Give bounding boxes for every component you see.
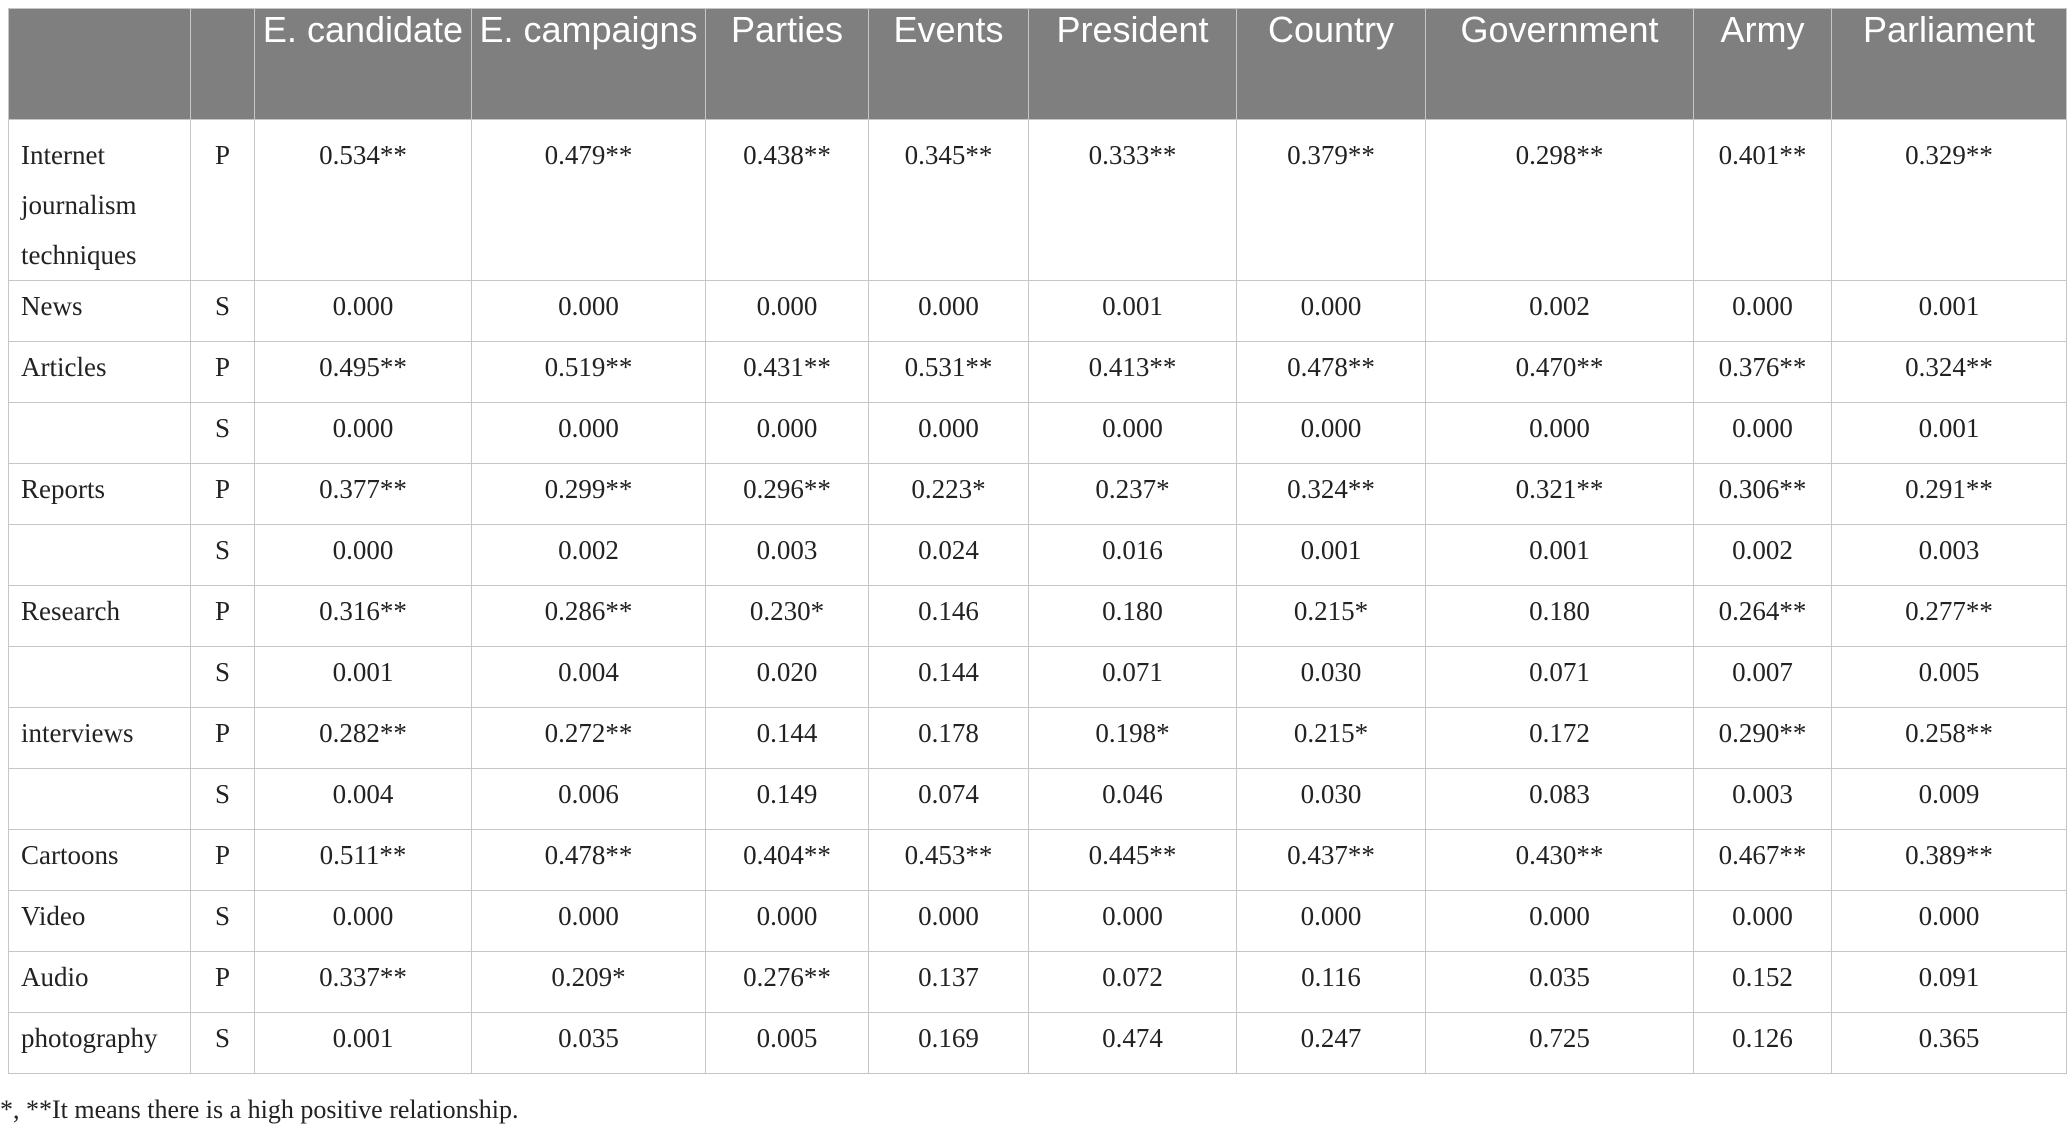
value-cell: 0.009 xyxy=(1832,769,2067,830)
value-cell: 0.479** xyxy=(472,120,706,281)
value-cell: 0.071 xyxy=(1029,647,1237,708)
value-cell: 0.126 xyxy=(1694,1013,1832,1074)
value-cell: 0.000 xyxy=(1426,403,1694,464)
value-cell: 0.071 xyxy=(1426,647,1694,708)
value-cell: 0.437** xyxy=(1237,830,1426,891)
row-label: Articles xyxy=(9,342,191,403)
value-cell: 0.000 xyxy=(1694,281,1832,342)
table-row xyxy=(9,952,2067,1013)
row-label: Audio xyxy=(9,952,191,1013)
value-cell: 0.376** xyxy=(1694,342,1832,403)
header-cell-blank-1 xyxy=(9,9,191,120)
value-cell: 0.005 xyxy=(1832,647,2067,708)
value-cell: 0.001 xyxy=(1029,281,1237,342)
value-cell: 0.137 xyxy=(869,952,1029,1013)
row-stat-type: P xyxy=(191,952,255,1013)
value-cell: 0.365 xyxy=(1832,1013,2067,1074)
row-label: Video xyxy=(9,891,191,952)
value-cell: 0.001 xyxy=(1237,525,1426,586)
value-cell: 0.000 xyxy=(255,891,472,952)
header-cell-army: Army xyxy=(1694,9,1832,120)
value-cell: 0.030 xyxy=(1237,647,1426,708)
table-row xyxy=(9,120,2067,281)
row-label: photography xyxy=(9,1013,191,1074)
value-cell: 0.083 xyxy=(1426,769,1694,830)
value-cell: 0.002 xyxy=(1694,525,1832,586)
row-stat-type: S xyxy=(191,647,255,708)
value-cell: 0.016 xyxy=(1029,525,1237,586)
table-row xyxy=(9,830,2067,891)
value-cell: 0.430** xyxy=(1426,830,1694,891)
value-cell: 0.002 xyxy=(472,525,706,586)
value-cell: 0.495** xyxy=(255,342,472,403)
table-row xyxy=(9,342,2067,403)
value-cell: 0.000 xyxy=(1029,403,1237,464)
value-cell: 0.004 xyxy=(472,647,706,708)
value-cell: 0.316** xyxy=(255,586,472,647)
value-cell: 0.024 xyxy=(869,525,1029,586)
value-cell: 0.005 xyxy=(706,1013,869,1074)
row-stat-type: S xyxy=(191,525,255,586)
row-label: interviews xyxy=(9,708,191,769)
row-label xyxy=(9,769,191,830)
value-cell: 0.286** xyxy=(472,586,706,647)
value-cell: 0.000 xyxy=(255,525,472,586)
value-cell: 0.146 xyxy=(869,586,1029,647)
value-cell: 0.035 xyxy=(472,1013,706,1074)
value-cell: 0.020 xyxy=(706,647,869,708)
value-cell: 0.276** xyxy=(706,952,869,1013)
value-cell: 0.178 xyxy=(869,708,1029,769)
value-cell: 0.030 xyxy=(1237,769,1426,830)
value-cell: 0.299** xyxy=(472,464,706,525)
value-cell: 0.001 xyxy=(255,647,472,708)
value-cell: 0.152 xyxy=(1694,952,1832,1013)
row-stat-type: P xyxy=(191,464,255,525)
value-cell: 0.000 xyxy=(706,891,869,952)
value-cell: 0.474 xyxy=(1029,1013,1237,1074)
value-cell: 0.298** xyxy=(1426,120,1694,281)
table-row xyxy=(9,1013,2067,1074)
value-cell: 0.000 xyxy=(1237,891,1426,952)
value-cell: 0.000 xyxy=(869,891,1029,952)
value-cell: 0.467** xyxy=(1694,830,1832,891)
table-row xyxy=(9,708,2067,769)
value-cell: 0.172 xyxy=(1426,708,1694,769)
value-cell: 0.470** xyxy=(1426,342,1694,403)
header-cell-parties: Parties xyxy=(706,9,869,120)
row-label xyxy=(9,525,191,586)
value-cell: 0.511** xyxy=(255,830,472,891)
value-cell: 0.296** xyxy=(706,464,869,525)
value-cell: 0.413** xyxy=(1029,342,1237,403)
table-row xyxy=(9,769,2067,830)
header-cell-e-candidate: E. candidate xyxy=(255,9,472,120)
value-cell: 0.149 xyxy=(706,769,869,830)
value-cell: 0.237* xyxy=(1029,464,1237,525)
value-cell: 0.519** xyxy=(472,342,706,403)
correlation-table xyxy=(8,8,2067,1074)
value-cell: 0.258** xyxy=(1832,708,2067,769)
value-cell: 0.003 xyxy=(1694,769,1832,830)
value-cell: 0.046 xyxy=(1029,769,1237,830)
value-cell: 0.000 xyxy=(1237,403,1426,464)
header-cell-government: Government xyxy=(1426,9,1694,120)
row-label: Research xyxy=(9,586,191,647)
row-stat-type: P xyxy=(191,830,255,891)
value-cell: 0.247 xyxy=(1237,1013,1426,1074)
value-cell: 0.144 xyxy=(706,708,869,769)
value-cell: 0.035 xyxy=(1426,952,1694,1013)
value-cell: 0.001 xyxy=(1832,403,2067,464)
value-cell: 0.000 xyxy=(1237,281,1426,342)
value-cell: 0.725 xyxy=(1426,1013,1694,1074)
row-stat-type: P xyxy=(191,120,255,281)
value-cell: 0.001 xyxy=(255,1013,472,1074)
table-row xyxy=(9,281,2067,342)
value-cell: 0.321** xyxy=(1426,464,1694,525)
value-cell: 0.272** xyxy=(472,708,706,769)
row-stat-type: S xyxy=(191,891,255,952)
table-body xyxy=(9,120,2067,1074)
value-cell: 0.000 xyxy=(1832,891,2067,952)
value-cell: 0.180 xyxy=(1029,586,1237,647)
value-cell: 0.277** xyxy=(1832,586,2067,647)
row-label: Reports xyxy=(9,464,191,525)
row-label: Internet journalism techniques xyxy=(9,120,191,281)
value-cell: 0.209* xyxy=(472,952,706,1013)
header-cell-events: Events xyxy=(869,9,1029,120)
table-header xyxy=(9,9,2067,120)
value-cell: 0.345** xyxy=(869,120,1029,281)
value-cell: 0.144 xyxy=(869,647,1029,708)
value-cell: 0.000 xyxy=(1694,891,1832,952)
header-cell-e-campaigns: E. campaigns xyxy=(472,9,706,120)
table-row xyxy=(9,464,2067,525)
value-cell: 0.003 xyxy=(706,525,869,586)
value-cell: 0.290** xyxy=(1694,708,1832,769)
value-cell: 0.230* xyxy=(706,586,869,647)
value-cell: 0.004 xyxy=(255,769,472,830)
value-cell: 0.000 xyxy=(472,403,706,464)
value-cell: 0.329** xyxy=(1832,120,2067,281)
value-cell: 0.001 xyxy=(1426,525,1694,586)
value-cell: 0.377** xyxy=(255,464,472,525)
value-cell: 0.006 xyxy=(472,769,706,830)
table-row xyxy=(9,586,2067,647)
row-label xyxy=(9,403,191,464)
value-cell: 0.379** xyxy=(1237,120,1426,281)
row-stat-type: P xyxy=(191,708,255,769)
value-cell: 0.324** xyxy=(1832,342,2067,403)
value-cell: 0.215* xyxy=(1237,586,1426,647)
value-cell: 0.264** xyxy=(1694,586,1832,647)
header-cell-country: Country xyxy=(1237,9,1426,120)
value-cell: 0.291** xyxy=(1832,464,2067,525)
value-cell: 0.169 xyxy=(869,1013,1029,1074)
header-cell-president: President xyxy=(1029,9,1237,120)
table-row xyxy=(9,647,2067,708)
value-cell: 0.007 xyxy=(1694,647,1832,708)
value-cell: 0.215* xyxy=(1237,708,1426,769)
value-cell: 0.445** xyxy=(1029,830,1237,891)
value-cell: 0.000 xyxy=(869,403,1029,464)
row-stat-type: P xyxy=(191,586,255,647)
value-cell: 0.223* xyxy=(869,464,1029,525)
table-row xyxy=(9,525,2067,586)
value-cell: 0.000 xyxy=(869,281,1029,342)
value-cell: 0.091 xyxy=(1832,952,2067,1013)
value-cell: 0.000 xyxy=(1694,403,1832,464)
value-cell: 0.002 xyxy=(1426,281,1694,342)
value-cell: 0.000 xyxy=(472,281,706,342)
value-cell: 0.198* xyxy=(1029,708,1237,769)
value-cell: 0.000 xyxy=(706,403,869,464)
value-cell: 0.116 xyxy=(1237,952,1426,1013)
row-stat-type: S xyxy=(191,769,255,830)
value-cell: 0.282** xyxy=(255,708,472,769)
value-cell: 0.000 xyxy=(706,281,869,342)
value-cell: 0.180 xyxy=(1426,586,1694,647)
value-cell: 0.531** xyxy=(869,342,1029,403)
row-label: News xyxy=(9,281,191,342)
header-row xyxy=(9,9,2067,120)
value-cell: 0.074 xyxy=(869,769,1029,830)
row-stat-type: S xyxy=(191,403,255,464)
value-cell: 0.389** xyxy=(1832,830,2067,891)
value-cell: 0.453** xyxy=(869,830,1029,891)
value-cell: 0.478** xyxy=(472,830,706,891)
value-cell: 0.337** xyxy=(255,952,472,1013)
row-label xyxy=(9,647,191,708)
value-cell: 0.000 xyxy=(472,891,706,952)
value-cell: 0.000 xyxy=(1029,891,1237,952)
value-cell: 0.003 xyxy=(1832,525,2067,586)
value-cell: 0.438** xyxy=(706,120,869,281)
value-cell: 0.000 xyxy=(1426,891,1694,952)
value-cell: 0.431** xyxy=(706,342,869,403)
row-label: Cartoons xyxy=(9,830,191,891)
header-cell-parliament: Parliament xyxy=(1832,9,2067,120)
row-stat-type: P xyxy=(191,342,255,403)
value-cell: 0.072 xyxy=(1029,952,1237,1013)
correlation-table-container xyxy=(8,8,2066,1074)
value-cell: 0.306** xyxy=(1694,464,1832,525)
value-cell: 0.001 xyxy=(1832,281,2067,342)
header-cell-blank-2 xyxy=(191,9,255,120)
value-cell: 0.000 xyxy=(255,403,472,464)
value-cell: 0.401** xyxy=(1694,120,1832,281)
row-stat-type: S xyxy=(191,281,255,342)
value-cell: 0.534** xyxy=(255,120,472,281)
table-footnote: *, **It means there is a high positive relationship. xyxy=(0,1095,519,1124)
value-cell: 0.324** xyxy=(1237,464,1426,525)
table-row xyxy=(9,403,2067,464)
value-cell: 0.478** xyxy=(1237,342,1426,403)
value-cell: 0.000 xyxy=(255,281,472,342)
row-stat-type: S xyxy=(191,1013,255,1074)
value-cell: 0.333** xyxy=(1029,120,1237,281)
table-row xyxy=(9,891,2067,952)
value-cell: 0.404** xyxy=(706,830,869,891)
